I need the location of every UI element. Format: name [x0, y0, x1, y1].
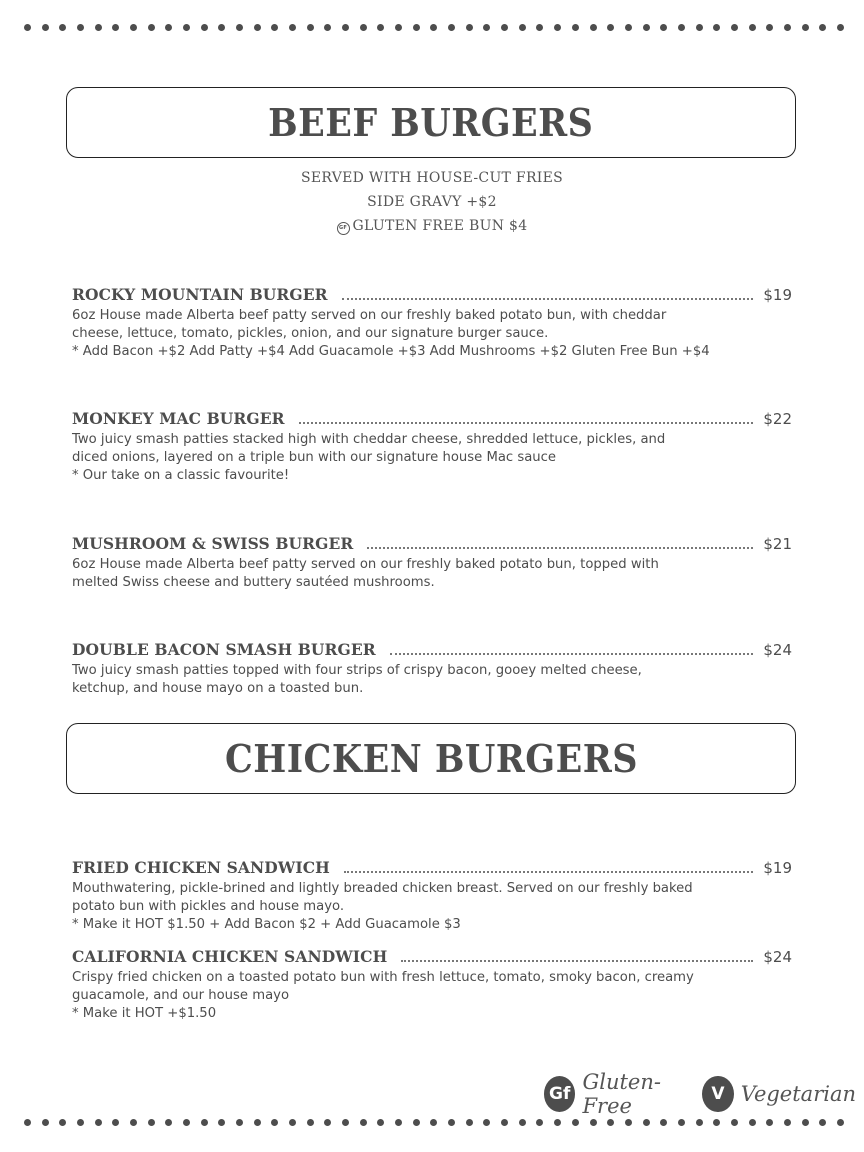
menu-item — [72, 858, 792, 934]
item-price: $22 — [763, 410, 792, 428]
decorative-dot — [483, 24, 490, 31]
decorative-dot — [201, 1119, 208, 1126]
decorative-dot — [271, 1119, 278, 1126]
desc-line: * Our take on a classic favourite! — [72, 468, 290, 483]
decorative-dot — [590, 1119, 597, 1126]
decorative-dot — [377, 24, 384, 31]
item-description — [72, 431, 792, 485]
item-price: $19 — [763, 286, 792, 304]
decorative-dot — [165, 24, 172, 31]
decorative-dot — [307, 1119, 314, 1126]
decorative-dot — [148, 24, 155, 31]
decorative-dot — [660, 1119, 667, 1126]
item-description — [72, 880, 792, 934]
decorative-dot — [643, 1119, 650, 1126]
decorative-dot — [607, 24, 614, 31]
subtitle-gluten-free-bun-text: GLUTEN FREE BUN $4 — [352, 218, 528, 234]
top-dot-border — [24, 24, 844, 32]
item-name: CALIFORNIA CHICKEN SANDWICH — [72, 947, 388, 966]
decorative-dot — [572, 1119, 579, 1126]
decorative-dot — [519, 1119, 526, 1126]
desc-line: Crispy fried chicken on a toasted potato bun with fresh lettuce, tomato, smoky bacon, creamy — [72, 970, 694, 985]
decorative-dot — [165, 1119, 172, 1126]
decorative-dot — [713, 24, 720, 31]
decorative-dot — [749, 24, 756, 31]
item-price: $24 — [763, 641, 792, 659]
item-description — [72, 556, 792, 592]
section-header-beef-burgers — [66, 87, 796, 158]
section-title: CHICKEN BURGERS — [224, 736, 638, 781]
gluten-free-icon: GF — [337, 222, 350, 235]
decorative-dot — [42, 1119, 49, 1126]
decorative-dot — [324, 24, 331, 31]
dot-leader — [344, 870, 753, 873]
item-description — [72, 662, 792, 698]
dot-leader — [367, 546, 753, 549]
decorative-dot — [536, 24, 543, 31]
item-name: MONKEY MAC BURGER — [72, 409, 285, 428]
decorative-dot — [572, 24, 579, 31]
decorative-dot — [466, 24, 473, 31]
decorative-dot — [395, 24, 402, 31]
decorative-dot — [95, 1119, 102, 1126]
dot-leader — [401, 959, 753, 962]
decorative-dot — [95, 24, 102, 31]
decorative-dot — [554, 1119, 561, 1126]
desc-line: melted Swiss cheese and buttery sautéed mushrooms. — [72, 575, 435, 590]
subtitle-gravy: SIDE GRAVY +$2 — [367, 194, 497, 210]
decorative-dot — [731, 24, 738, 31]
decorative-dot — [819, 24, 826, 31]
decorative-dot — [625, 1119, 632, 1126]
decorative-dot — [696, 24, 703, 31]
decorative-dot — [307, 24, 314, 31]
decorative-dot — [59, 1119, 66, 1126]
decorative-dot — [837, 24, 844, 31]
decorative-dot — [24, 24, 31, 31]
decorative-dot — [77, 24, 84, 31]
decorative-dot — [678, 24, 685, 31]
item-price: $21 — [763, 535, 792, 553]
desc-line: Two juicy smash patties topped with four strips of crispy bacon, gooey melted cheese, — [72, 663, 642, 678]
decorative-dot — [483, 1119, 490, 1126]
decorative-dot — [802, 24, 809, 31]
bottom-dot-border — [24, 1119, 844, 1127]
decorative-dot — [148, 1119, 155, 1126]
decorative-dot — [413, 1119, 420, 1126]
decorative-dot — [112, 24, 119, 31]
desc-line: Two juicy smash patties stacked high with cheddar cheese, shredded lettuce, pickles, and — [72, 432, 666, 447]
desc-line: 6oz House made Alberta beef patty served on our freshly baked potato bun, with cheddar — [72, 308, 667, 323]
decorative-dot — [342, 1119, 349, 1126]
decorative-dot — [377, 1119, 384, 1126]
dot-leader — [390, 652, 754, 655]
decorative-dot — [218, 24, 225, 31]
decorative-dot — [466, 1119, 473, 1126]
item-description — [72, 969, 792, 1023]
decorative-dot — [766, 1119, 773, 1126]
decorative-dot — [218, 1119, 225, 1126]
dot-leader — [342, 297, 754, 300]
decorative-dot — [749, 1119, 756, 1126]
item-price: $19 — [763, 859, 792, 877]
decorative-dot — [254, 1119, 261, 1126]
decorative-dot — [413, 24, 420, 31]
item-name: MUSHROOM & SWISS BURGER — [72, 534, 354, 553]
decorative-dot — [766, 24, 773, 31]
section-title: BEEF BURGERS — [268, 100, 594, 145]
decorative-dot — [678, 1119, 685, 1126]
decorative-dot — [519, 24, 526, 31]
decorative-dot — [42, 24, 49, 31]
desc-line: * Add Bacon +$2 Add Patty +$4 Add Guacamole +$3 Add Mushrooms +$2 Gluten Free Bun +$4 — [72, 344, 710, 359]
decorative-dot — [501, 1119, 508, 1126]
desc-line: * Make it HOT $1.50 + Add Bacon $2 + Add Guacamole $3 — [72, 917, 461, 932]
decorative-dot — [696, 1119, 703, 1126]
decorative-dot — [448, 24, 455, 31]
desc-line: 6oz House made Alberta beef patty served on our freshly baked potato bun, topped with — [72, 557, 659, 572]
decorative-dot — [784, 1119, 791, 1126]
item-description — [72, 307, 792, 361]
decorative-dot — [342, 24, 349, 31]
item-name: ROCKY MOUNTAIN BURGER — [72, 285, 328, 304]
decorative-dot — [130, 1119, 137, 1126]
decorative-dot — [501, 24, 508, 31]
decorative-dot — [289, 1119, 296, 1126]
legend-label-vegetarian: Vegetarian — [740, 1082, 856, 1106]
item-name: FRIED CHICKEN SANDWICH — [72, 858, 330, 877]
menu-item — [72, 534, 792, 592]
item-price: $24 — [763, 948, 792, 966]
decorative-dot — [201, 24, 208, 31]
decorative-dot — [448, 1119, 455, 1126]
desc-line: ketchup, and house mayo on a toasted bun. — [72, 681, 364, 696]
decorative-dot — [271, 24, 278, 31]
decorative-dot — [625, 24, 632, 31]
decorative-dot — [819, 1119, 826, 1126]
menu-item — [72, 947, 792, 1023]
menu-item — [72, 409, 792, 485]
decorative-dot — [360, 24, 367, 31]
decorative-dot — [713, 1119, 720, 1126]
decorative-dot — [731, 1119, 738, 1126]
dot-leader — [299, 421, 754, 424]
desc-line: guacamole, and our house mayo — [72, 988, 290, 1003]
decorative-dot — [360, 1119, 367, 1126]
decorative-dot — [802, 1119, 809, 1126]
subtitle-gluten-free-bun — [0, 218, 864, 235]
decorative-dot — [784, 24, 791, 31]
vegetarian-icon: V — [702, 1076, 733, 1112]
decorative-dot — [837, 1119, 844, 1126]
decorative-dot — [643, 24, 650, 31]
desc-line: cheese, lettuce, tomato, pickles, onion, and our signature burger sauce. — [72, 326, 549, 341]
desc-line: potato bun with pickles and house mayo. — [72, 899, 345, 914]
desc-line: diced onions, layered on a triple bun with our signature house Mac sauce — [72, 450, 557, 465]
decorative-dot — [289, 24, 296, 31]
decorative-dot — [183, 1119, 190, 1126]
legend-label-gluten-free: Gluten-Free — [582, 1070, 661, 1118]
decorative-dot — [607, 1119, 614, 1126]
decorative-dot — [236, 1119, 243, 1126]
decorative-dot — [536, 1119, 543, 1126]
desc-line: Mouthwatering, pickle-brined and lightly breaded chicken breast. Served on our freshly baked — [72, 881, 693, 896]
decorative-dot — [430, 24, 437, 31]
section-header-chicken-burgers — [66, 723, 796, 794]
decorative-dot — [24, 1119, 31, 1126]
decorative-dot — [395, 1119, 402, 1126]
decorative-dot — [77, 1119, 84, 1126]
decorative-dot — [324, 1119, 331, 1126]
subtitle-fries: SERVED WITH HOUSE-CUT FRIES — [300, 170, 564, 186]
decorative-dot — [554, 24, 561, 31]
decorative-dot — [130, 24, 137, 31]
decorative-dot — [59, 24, 66, 31]
desc-line: * Make it HOT +$1.50 — [72, 1006, 217, 1021]
dietary-legend — [544, 1070, 864, 1118]
menu-item — [72, 285, 792, 361]
menu-item — [72, 640, 792, 698]
item-name: DOUBLE BACON SMASH BURGER — [72, 640, 376, 659]
decorative-dot — [660, 24, 667, 31]
decorative-dot — [590, 24, 597, 31]
gluten-free-icon: Gf — [544, 1076, 575, 1112]
decorative-dot — [112, 1119, 119, 1126]
decorative-dot — [183, 24, 190, 31]
decorative-dot — [430, 1119, 437, 1126]
decorative-dot — [236, 24, 243, 31]
decorative-dot — [254, 24, 261, 31]
